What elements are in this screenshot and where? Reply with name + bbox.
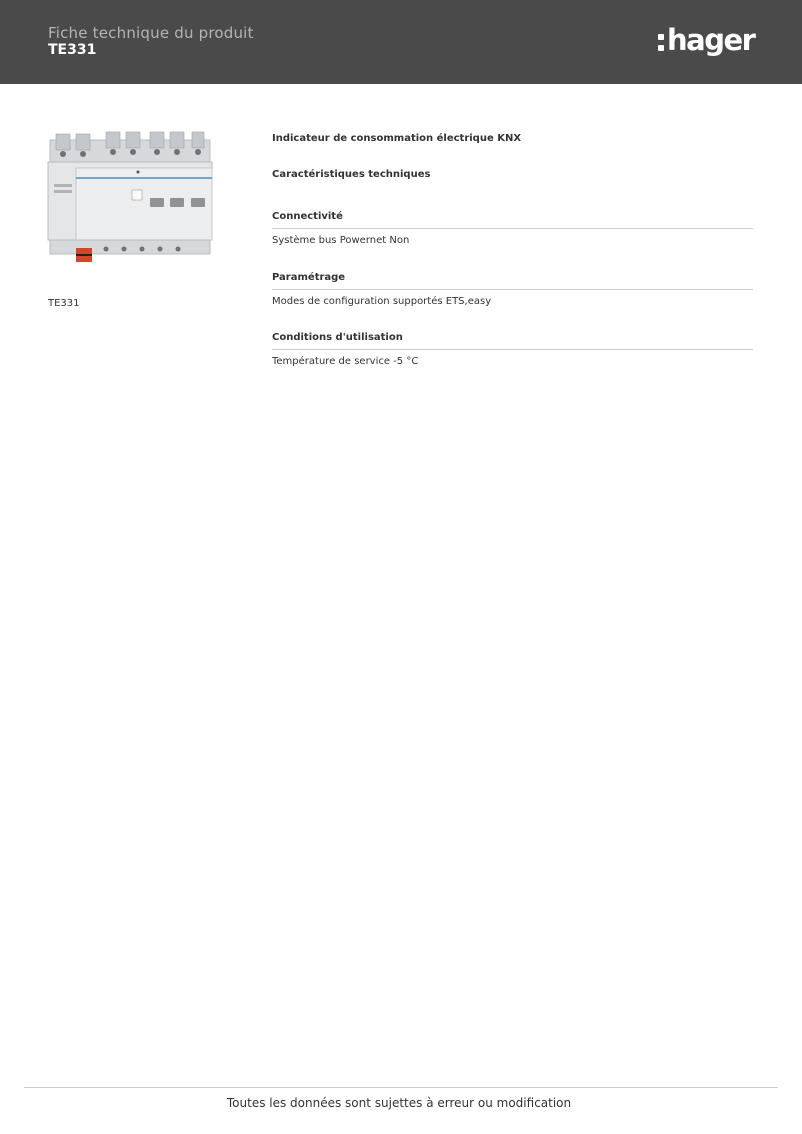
hager-logo bbox=[656, 22, 756, 62]
logo-wordmark: hager bbox=[667, 23, 755, 57]
product-title: Indicateur de consommation électrique KNX bbox=[272, 133, 522, 144]
footer-divider bbox=[24, 1087, 778, 1088]
section-heading: Connectivité bbox=[272, 211, 753, 229]
footer-disclaimer: Toutes les données sont sujettes à erreur ou modification bbox=[226, 1096, 572, 1110]
section-conditions bbox=[272, 332, 753, 367]
section-parametrage bbox=[272, 272, 753, 307]
product-image bbox=[46, 128, 216, 268]
technical-characteristics-heading: Caractéristiques techniques bbox=[272, 169, 431, 180]
page-header bbox=[0, 0, 802, 84]
document-type: Fiche technique du produit bbox=[48, 24, 254, 42]
logo-colon-mark bbox=[658, 34, 664, 54]
section-heading: Conditions d'utilisation bbox=[272, 332, 753, 350]
section-row: Système bus Powernet Non bbox=[272, 235, 410, 246]
product-reference: TE331 bbox=[48, 298, 80, 309]
section-connectivity bbox=[272, 211, 753, 246]
section-row: Température de service -5 °C bbox=[272, 356, 419, 367]
section-heading: Paramétrage bbox=[272, 272, 753, 290]
header-reference: TE331 bbox=[48, 42, 97, 58]
section-row: Modes de configuration supportés ETS,easy bbox=[272, 296, 492, 307]
din-rail-module-image bbox=[46, 128, 216, 268]
